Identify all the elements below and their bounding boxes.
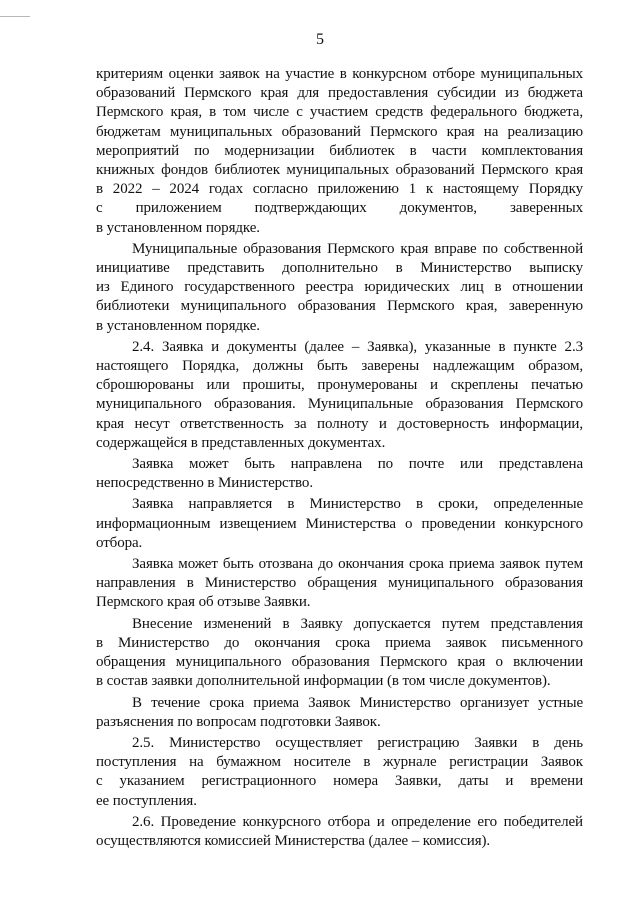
paragraph (96, 455, 583, 493)
text-line: непосредственно в Министерство. (96, 475, 313, 492)
text-line: направления в Министерство обращения муниципального образования (96, 575, 583, 592)
paragraph (96, 555, 583, 613)
text-line: поступления на бумажном носителе в журнале регистрации Заявок (96, 754, 583, 771)
text-line: книжных фондов библиотек муниципальных образований Пермского края (96, 162, 583, 179)
text-line: с указанием регистрационного номера Заявки, даты и времени (96, 773, 583, 790)
paragraph (96, 734, 583, 811)
text-line: осуществляются комиссией Министерства (далее – комиссия). (96, 832, 491, 849)
paragraph (96, 615, 583, 692)
text-line: обращения муниципального образования Пермского края о включении (96, 654, 583, 671)
text-line: 2.4. Заявка и документы (далее – Заявка), указанные в пункте 2.3 (132, 338, 583, 355)
paragraph (96, 813, 583, 851)
paragraph (96, 694, 583, 732)
text-line: настоящего Порядка, должны быть заверены надлежащим образом, (96, 358, 583, 375)
text-line: в 2022 – 2024 годах согласно приложению 1 к настоящему Порядку (96, 181, 583, 198)
text-line: Внесение изменений в Заявку допускается путем представления (132, 615, 583, 632)
document-body (96, 65, 583, 851)
text-line: в состав заявки дополнительной информации (в том числе документов). (96, 673, 551, 690)
text-line: муниципального образования. Муниципальные образования Пермского (96, 396, 583, 413)
text-line: отбора. (96, 534, 143, 551)
text-line: Заявка может быть отозвана до окончания срока приема заявок путем (132, 556, 583, 573)
text-line: содержащейся в представленных документах. (96, 434, 386, 451)
text-line: из Единого государственного реестра юридических лиц в отношении (96, 279, 583, 296)
text-line: критериям оценки заявок на участие в конкурсном отборе муниципальных (96, 66, 583, 82)
text-line: В течение срока приема Заявок Министерство организует устные (132, 694, 583, 711)
text-line: 2.5. Министерство осуществляет регистрацию Заявки в день (132, 734, 583, 751)
text-line: в установленном порядке. (96, 219, 260, 236)
text-line: сброшюрованы или прошиты, пронумерованы и скреплены печатью (96, 377, 583, 394)
text-line: разъяснения по вопросам подготовки Заявок. (96, 713, 381, 730)
text-line: Заявка может быть направлена по почте или представлена (132, 456, 583, 473)
text-line: Пермского края об отзыве Заявки. (96, 594, 311, 611)
text-line: инициативе представить дополнительно в Министерство выписку (96, 260, 583, 277)
text-line: мероприятий по модернизации библиотек в части комплектования (96, 142, 583, 159)
paragraph (96, 65, 583, 238)
text-line: бюджетам муниципальных образований Пермского края на реализацию (96, 123, 583, 140)
text-line: Пермского края, в том числе с участием средств федерального бюджета, (96, 104, 583, 121)
text-line: Муниципальные образования Пермского края вправе по собственной (132, 240, 583, 257)
text-line: Заявка направляется в Министерство в сроки, определенные (132, 496, 583, 513)
paragraph (96, 495, 583, 553)
scan-corner-mark (0, 0, 30, 17)
paragraph (96, 240, 583, 336)
text-line: 2.6. Проведение конкурсного отбора и определение его победителей (132, 813, 583, 830)
text-line: информационным извещением Министерства о проведении конкурсного (96, 515, 583, 532)
text-line: библиотеки муниципального образования Пермского края, заверенную (96, 298, 583, 315)
page-number: 5 (316, 31, 324, 48)
text-line: образований Пермского края для предоставления субсидии из бюджета (96, 85, 583, 102)
paragraph (96, 338, 583, 453)
text-line: ее поступления. (96, 792, 197, 809)
text-line: в Министерство до окончания срока приема заявок письменного (96, 634, 583, 651)
text-line: в установленном порядке. (96, 317, 260, 334)
text-line: края несут ответственность за полноту и достоверность информации, (96, 415, 583, 432)
text-line: с приложением подтверждающих документов, заверенных (96, 200, 583, 217)
